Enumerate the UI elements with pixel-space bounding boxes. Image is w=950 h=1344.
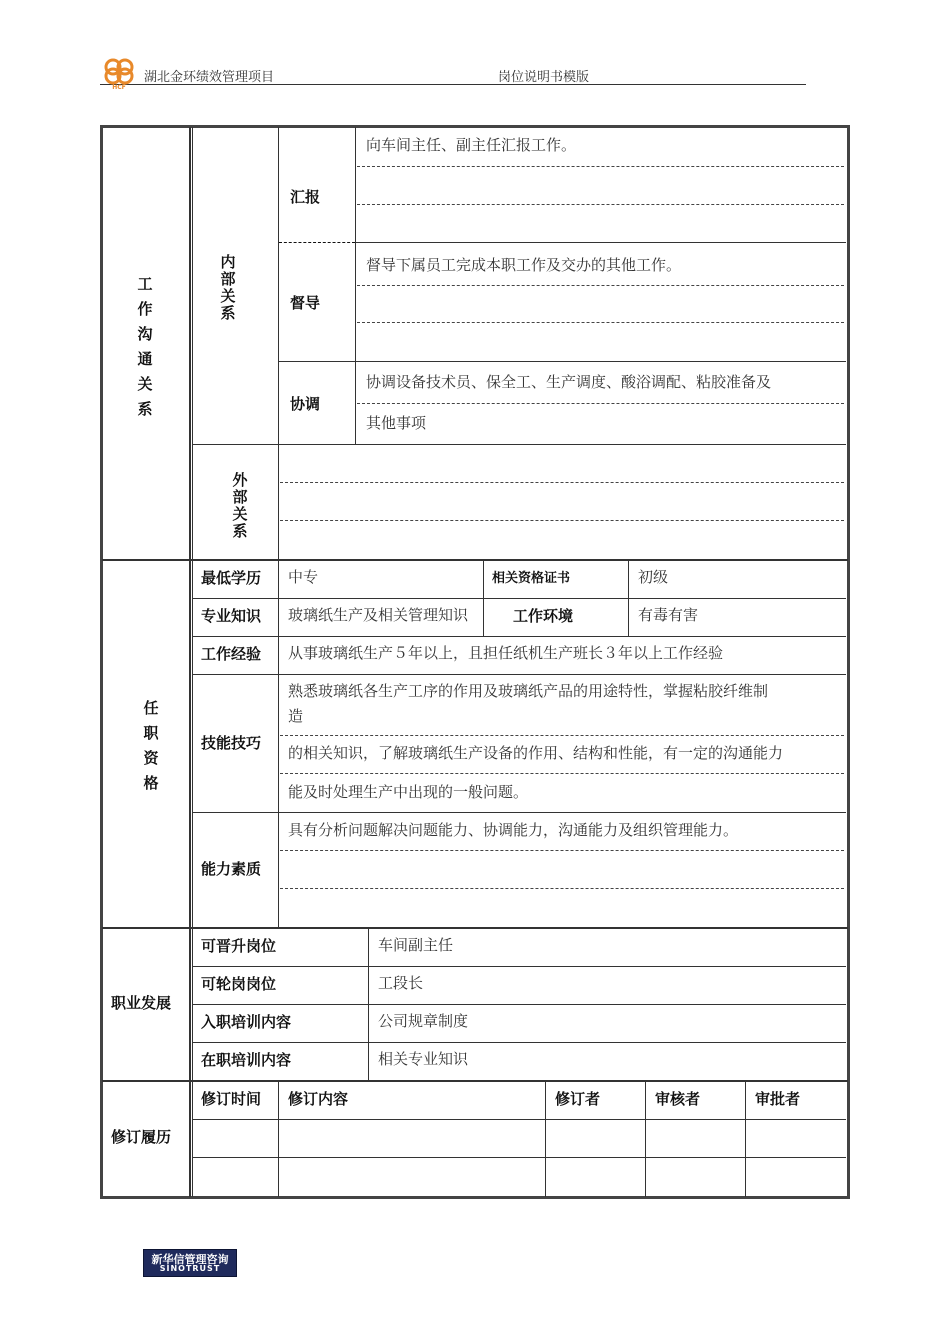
revision-header: 审批者 [755, 1090, 801, 1108]
page-header [100, 52, 806, 90]
report-text: 向车间主任、副主任汇报工作。 [366, 136, 577, 154]
section-career-label: 职业发展 [111, 994, 172, 1012]
career-row-label: 入职培训内容 [201, 1013, 292, 1031]
sinotrust-logo [143, 1249, 237, 1277]
certificate-label: 相关资格证书 [492, 571, 571, 586]
skills-label: 技能技巧 [201, 734, 262, 752]
career-row-label: 可晋升岗位 [201, 937, 277, 955]
ability-label: 能力素质 [201, 860, 262, 878]
education-value: 中专 [288, 568, 319, 586]
svg-text:HCF: HCF [112, 84, 126, 90]
revision-header: 修订内容 [288, 1090, 349, 1108]
report-label: 汇报 [290, 188, 321, 206]
section-communication-label: 工作沟通关系 [137, 275, 153, 418]
footer-logo-line2: SINOTRUST [159, 1264, 221, 1273]
coordinate-text-line1: 协调设备技术员、保全工、生产调度、酸浴调配、粘胶准备及 [366, 373, 772, 391]
career-row-value: 车间副主任 [378, 936, 454, 954]
section-revision-label: 修订履历 [111, 1128, 172, 1146]
supervise-text: 督导下属员工完成本职工作及交办的其他工作。 [366, 256, 682, 274]
education-label: 最低学历 [201, 569, 262, 587]
knowledge-label: 专业知识 [201, 607, 262, 625]
career-row-value: 工段长 [378, 974, 424, 992]
certificate-value: 初级 [638, 568, 669, 586]
career-row-value: 相关专业知识 [378, 1050, 469, 1068]
revision-header: 修订者 [555, 1090, 601, 1108]
supervise-label: 督导 [290, 294, 321, 312]
skills-text-line2: 造 [288, 707, 304, 725]
skills-text-line3: 的相关知识，了解玻璃纸生产设备的作用、结构和性能，有一定的沟通能力 [288, 744, 784, 762]
document-title: 岗位说明书模版 [498, 70, 590, 85]
skills-text-line1: 熟悉玻璃纸各生产工序的作用及玻璃纸产品的用途特性，掌握粘胶纤维制 [288, 682, 769, 700]
environment-label: 工作环境 [513, 607, 574, 625]
footer-logo-line1: 新华信管理咨询 [151, 1253, 229, 1266]
experience-value: 从事玻璃纸生产５年以上，且担任纸机生产班长３年以上工作经验 [288, 644, 724, 662]
internal-relations-label: 内部关系 [220, 253, 236, 322]
ability-text: 具有分析问题解决问题能力、协调能力，沟通能力及组织管理能力。 [288, 821, 739, 839]
career-row-label: 在职培训内容 [201, 1051, 292, 1069]
hcf-logo-icon [100, 56, 140, 90]
revision-header: 修订时间 [201, 1090, 262, 1108]
coordinate-text-line2: 其他事项 [366, 414, 427, 432]
skills-text-line4: 能及时处理生产中出现的一般问题。 [288, 783, 529, 801]
career-row-value: 公司规章制度 [378, 1012, 469, 1030]
career-row-label: 可轮岗岗位 [201, 975, 277, 993]
coordinate-label: 协调 [290, 395, 321, 413]
revision-header: 审核者 [655, 1090, 701, 1108]
project-title: 湖北金环绩效管理项目 [144, 70, 275, 85]
experience-label: 工作经验 [201, 645, 262, 663]
section-qualification-label: 任职资格 [143, 699, 159, 792]
environment-value: 有毒有害 [638, 606, 699, 624]
knowledge-value: 玻璃纸生产及相关管理知识 [288, 606, 469, 624]
external-relations-label: 外部关系 [232, 471, 248, 540]
